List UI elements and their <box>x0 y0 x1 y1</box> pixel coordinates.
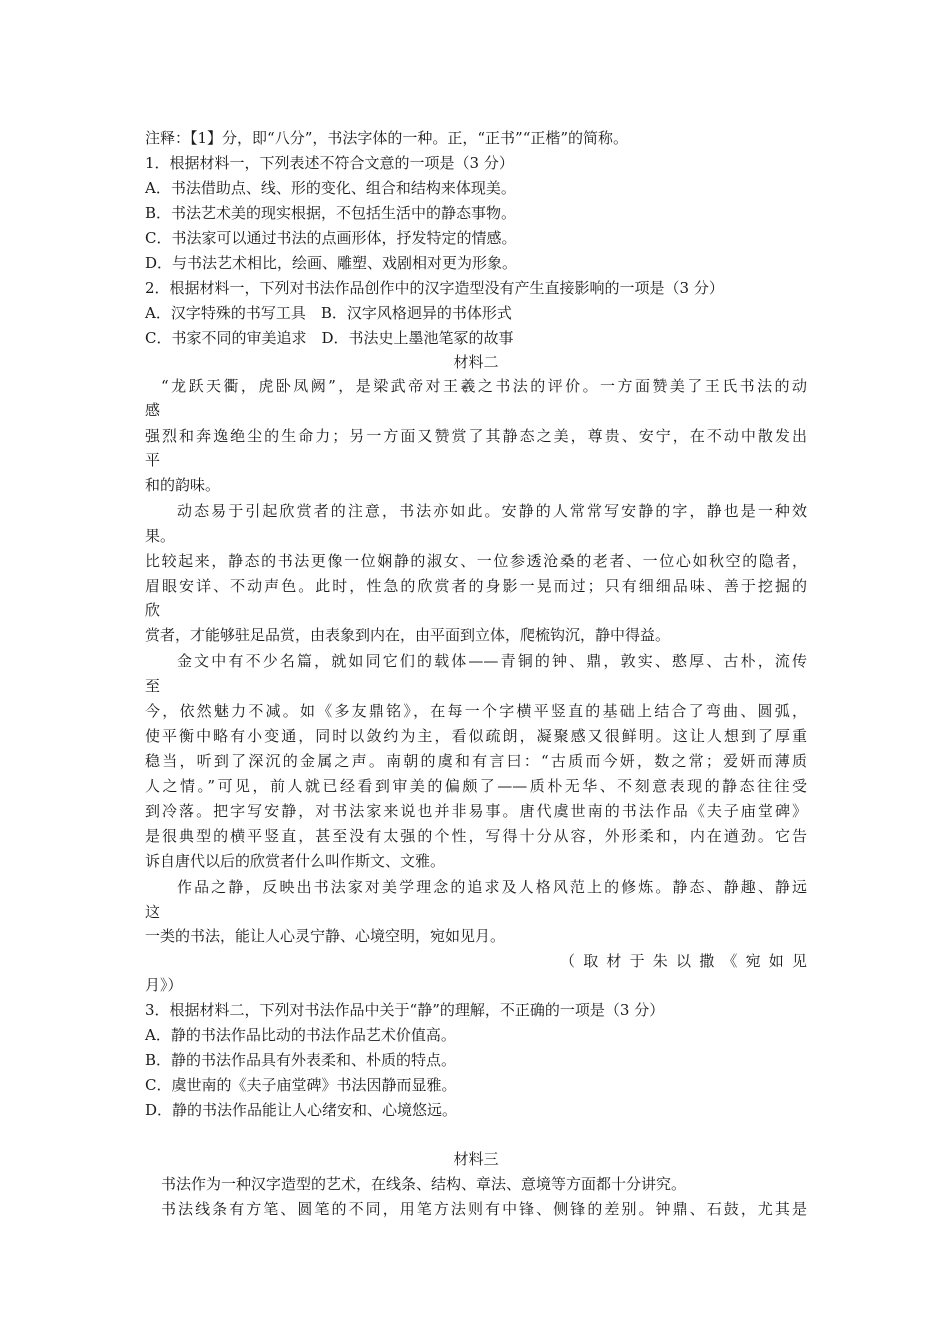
question-1-option-a: A．书法借助点、线、形的变化、组合和结构来体现美。 <box>145 179 516 197</box>
question-3-stem: 3．根据材料二，下列对书法作品中关于“静”的理解，不正确的一项是（3 分） <box>145 1001 665 1019</box>
material-2-line: 果。 <box>145 527 176 545</box>
material-2-line: 人之情。”可见，前人就已经看到审美的偏颇了——质朴无华、不刻意表现的静态往往受 <box>145 777 807 795</box>
material-2-title: 材料二 <box>453 353 499 371</box>
material-3-line: 书法作为一种汉字造型的艺术，在线条、结构、章法、意境等方面都十分讲究。 <box>161 1175 687 1193</box>
material-2-line: 动态易于引起欣赏者的注意，书法亦如此。安静的人常常写安静的字，静也是一种效 <box>177 502 807 520</box>
material-2-line: “龙跃天衢，虎卧凤阙”，是梁武帝对王羲之书法的评价。一方面赞美了王氏书法的动 <box>161 377 807 395</box>
material-2-line: 眉眼安详、不动声色。此时，性急的欣赏者的身影一晃而过；只有细细品味、善于挖掘的 <box>145 577 807 595</box>
material-2-source: （取材于朱以撒《宛如见 <box>560 952 807 970</box>
material-2-line: 欣 <box>145 601 161 619</box>
question-2-options-ab: A．汉字特殊的书写工具 B．汉字风格迥异的书体形式 <box>145 304 512 322</box>
material-3-line: 书法线条有方笔、圆笔的不同，用笔方法则有中锋、侧锋的差别。钟鼎、石鼓，尤其是 <box>161 1200 807 1218</box>
question-1-option-b: B．书法艺术美的现实根据，不包括生活中的静态事物。 <box>145 204 517 222</box>
question-3-option-d: D．静的书法作品能让人心绪安和、心境悠远。 <box>145 1101 458 1119</box>
question-1-option-d: D．与书法艺术相比，绘画、雕塑、戏剧相对更为形象。 <box>145 254 518 272</box>
material-2-line: 这 <box>145 903 161 921</box>
material-2-source-end: 月》） <box>145 976 183 994</box>
question-3-option-c: C．虞世南的《夫子庙堂碑》书法因静而显雅。 <box>145 1076 457 1094</box>
question-2-options-cd: C．书家不同的审美追求 D．书法史上墨池笔冢的故事 <box>145 329 514 347</box>
question-3-option-a: A．静的书法作品比动的书法作品艺术价值高。 <box>145 1026 456 1044</box>
material-2-line: 至 <box>145 677 161 695</box>
material-2-line: 使平衡中略有小变通，同时以敛约为主，看似疏朗，凝聚感又很鲜明。这让人想到了厚重 <box>145 727 807 745</box>
material-2-line: 作品之静，反映出书法家对美学理念的追求及人格风范上的修炼。静态、静趣、静远 <box>177 878 807 896</box>
question-1-option-c: C．书法家可以通过书法的点画形体，抒发特定的情感。 <box>145 229 517 247</box>
material-2-line: 是很典型的横平竖直，甚至没有太强的个性，写得十分从容，外形柔和，内在遒劲。它告 <box>145 827 807 845</box>
question-3-option-b: B．静的书法作品具有外表柔和、朴质的特点。 <box>145 1051 457 1069</box>
material-3-title: 材料三 <box>453 1150 499 1168</box>
note-line: 注释：【1】分，即“八分”，书法字体的一种。正，“正书”“正楷”的简称。 <box>145 129 629 147</box>
material-2-line: 今，依然魅力不减。如《多友鼎铭》，在每一个字横平竖直的基础上结合了弯曲、圆弧， <box>145 702 807 720</box>
material-2-line: 稳当，听到了深沉的金属之声。南朝的虞和有言曰：“古质而今妍，数之常；爱妍而薄质 <box>145 752 807 770</box>
material-2-line: 比较起来，静态的书法更像一位娴静的淑女、一位参透沧桑的老者、一位心如秋空的隐者， <box>145 552 807 570</box>
question-2-stem: 2．根据材料一，下列对书法作品创作中的汉字造型没有产生直接影响的一项是（3 分） <box>145 279 724 297</box>
material-2-line: 平 <box>145 451 161 469</box>
material-2-line: 金文中有不少名篇，就如同它们的载体——青铜的钟、鼎，敦实、憨厚、古朴，流传 <box>177 652 807 670</box>
material-2-line: 和的韵味。 <box>145 476 221 494</box>
material-2-line: 强烈和奔逸绝尘的生命力；另一方面又赞赏了其静态之美，尊贵、安宁，在不动中散发出 <box>145 427 807 445</box>
material-2-line: 诉自唐代以后的欣赏者什么叫作斯文、文雅。 <box>145 852 446 870</box>
material-2-line: 一类的书法，能让人心灵宁静、心境空明，宛如见月。 <box>145 927 506 945</box>
material-2-line: 赏者，才能够驻足品赏，由表象到内在，由平面到立体，爬梳钩沉，静中得益。 <box>145 626 671 644</box>
question-1-stem: 1．根据材料一，下列表述不符合文意的一项是（3 分） <box>145 154 514 172</box>
material-2-line: 到冷落。把字写安静，对书法家来说也并非易事。唐代虞世南的书法作品《夫子庙堂碑》 <box>145 802 807 820</box>
material-2-line: 感 <box>145 401 161 419</box>
